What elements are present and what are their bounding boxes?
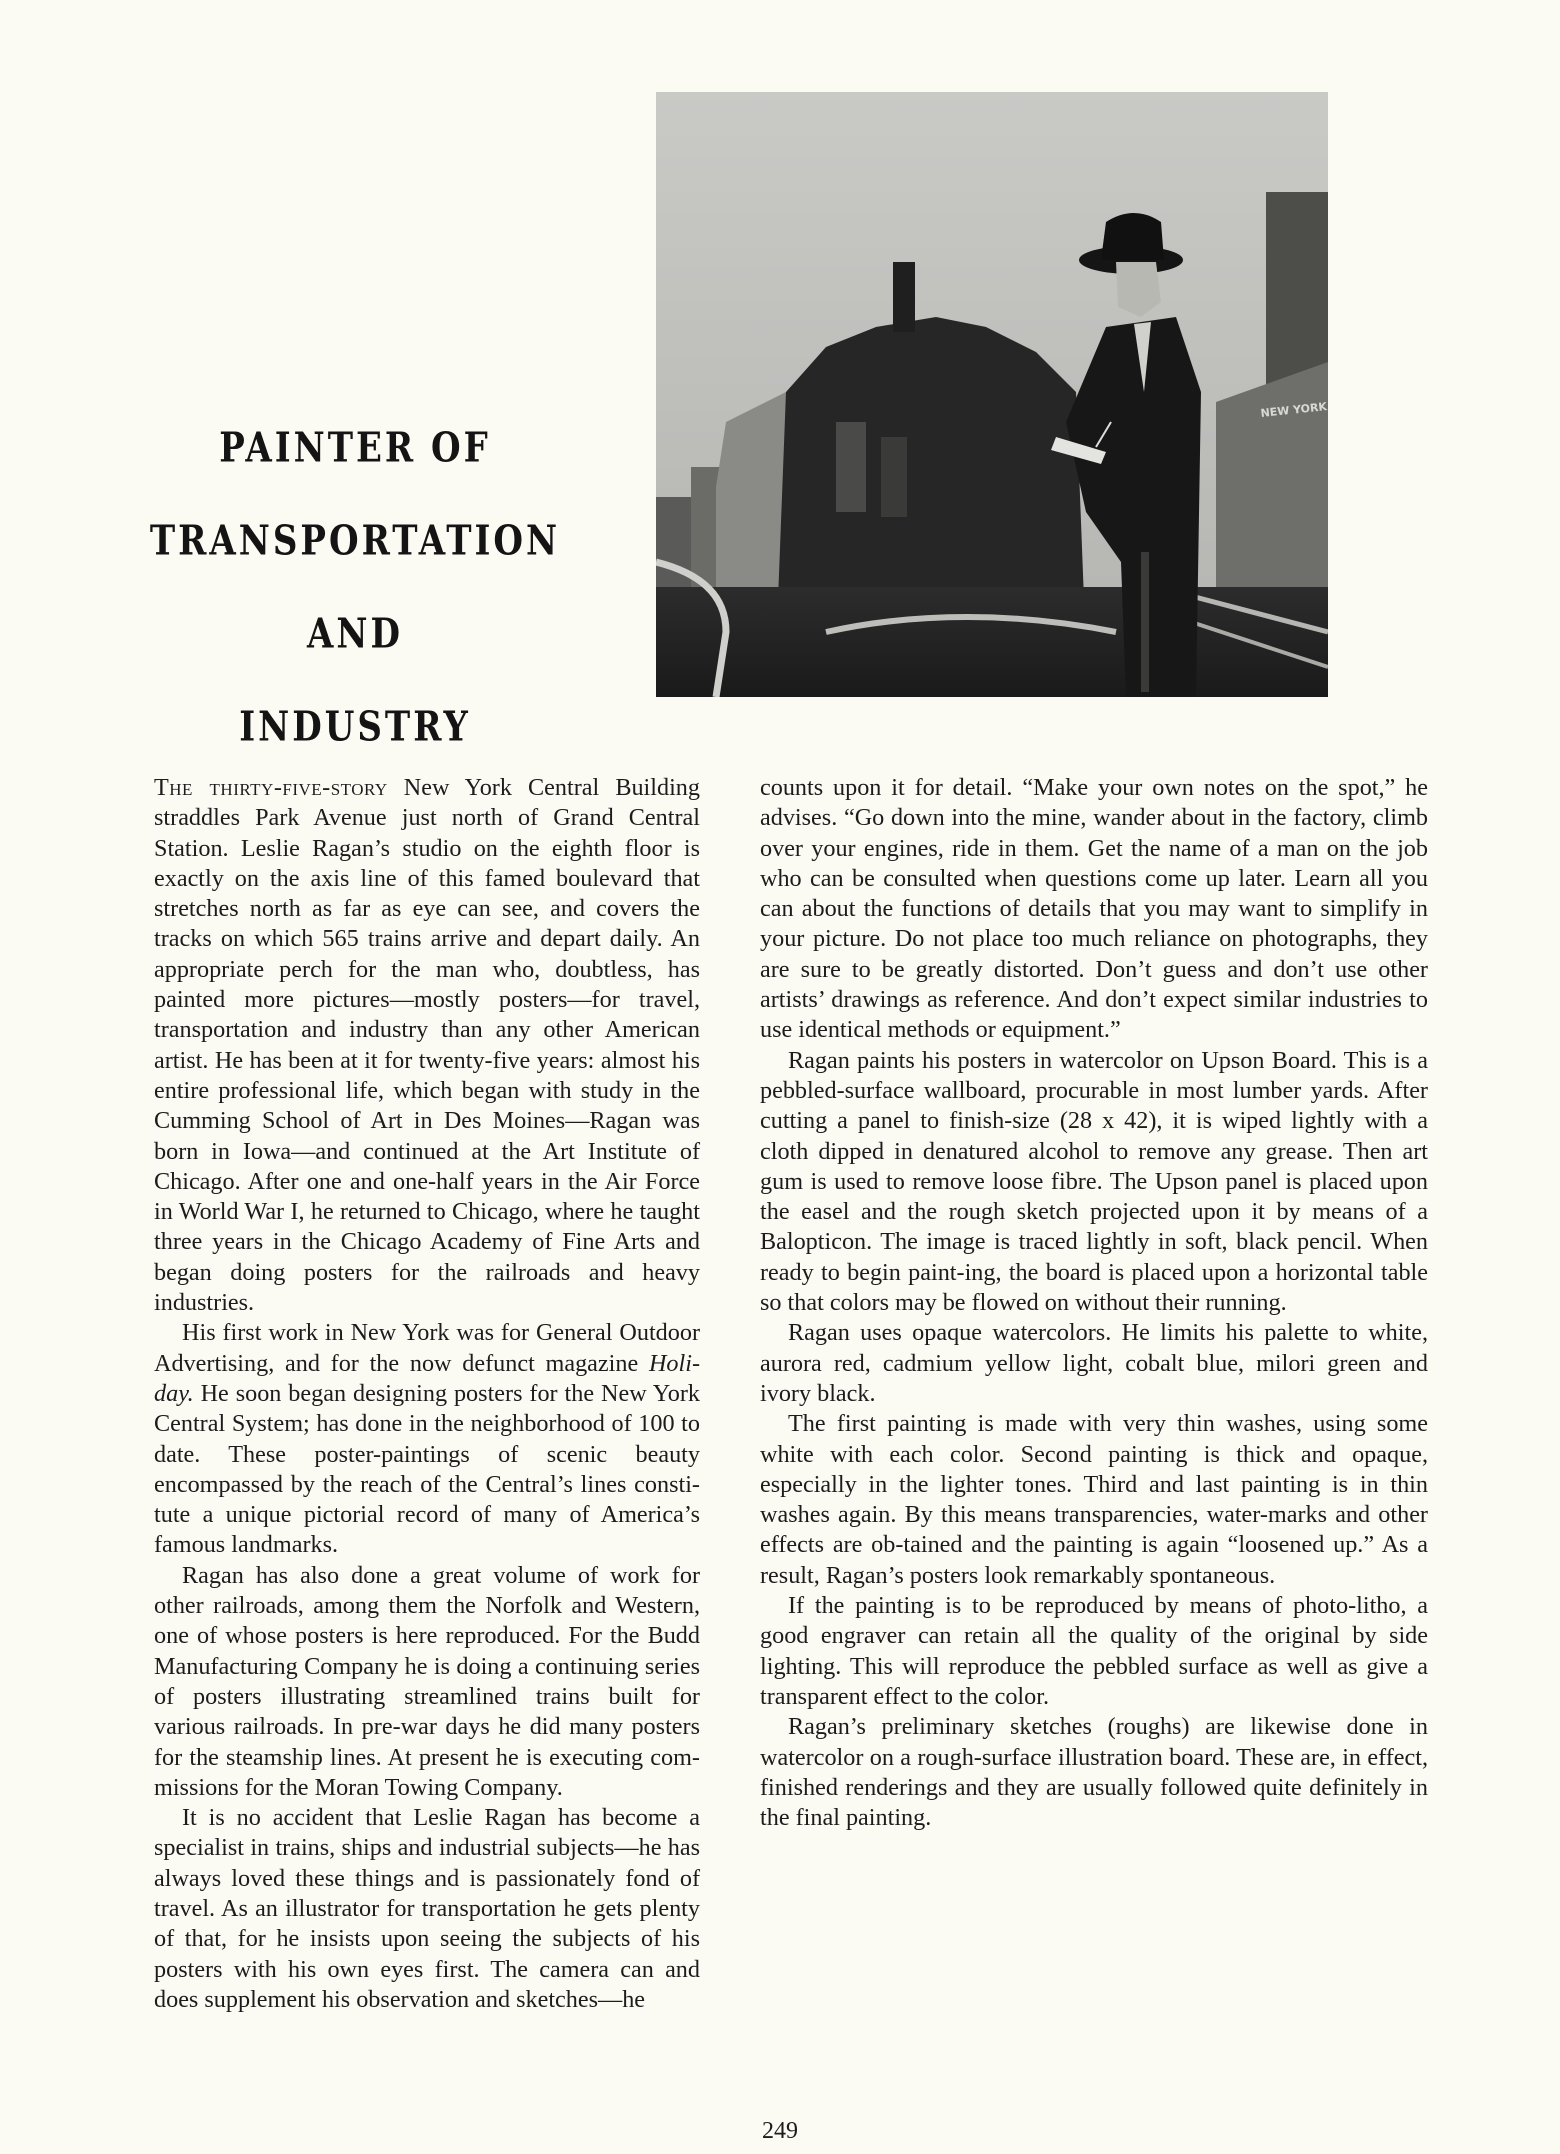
paragraph: Ragan paints his posters in watercolor on Upson Board. This is a pebbled-surface wallboard, procurable in most lumber yards. After cutting a panel to finish-size (28 x 42), it is wiped lightly with a cloth dipped in denatured alcohol to remove any grease. Then art gum is used to remove loose fibre. The Upson panel is placed upon the easel and the rough sketch projected upon it by means of a Balopticon. The image is traced lightly in soft, black pencil. When ready to begin paint-ing, the board is placed upon a horizontal table so that colors may be flowed on without their running. [760, 1046, 1428, 1317]
title-line-1: PAINTER OF [219, 423, 491, 473]
paragraph-text: His first work in New York was for General Outdoor Advertising, and for the now defunct magazine [154, 1319, 700, 1377]
article-title [120, 423, 590, 752]
paragraph [154, 1318, 700, 1560]
magazine-title-italic: Holi-day. [154, 1349, 700, 1407]
article-photo [656, 92, 1328, 697]
locomotive-smokestack [893, 262, 915, 332]
paragraph: Ragan uses opaque watercolors. He limits his palette to white, aurora red, cadmium yellow light, cobalt blue, milori green and ivory black. [760, 1319, 1428, 1407]
article-column-left [154, 773, 700, 2015]
freight-car-lettering: NEW YORK [1259, 400, 1328, 420]
lead-in-smallcaps: The thirty-five-story [154, 774, 388, 801]
paragraph: Ragan has also done a great volume of work for other railroads, among them the Norfolk and Western, one of whose posters is here reproduced. For the Budd Manufacturing Company he is doing a continuing series of posters illustrating streamlined trains built for various railroads. In pre-war days he did many posters for the steamship lines. At present he is executing com-missions for the Moran Towing Company. [154, 1561, 700, 1801]
title-line-4: INDUSTRY [239, 702, 471, 752]
paragraph: It is no accident that Leslie Ragan has become a specialist in trains, ships and industrial subjects—he has always loved these things and is passionately fond of travel. As an illustrator for transportation he gets plenty of that, for he insists upon seeing the subjects of his posters with his own eyes first. The camera can and does supplement his observation and sketches—he [154, 1804, 700, 2013]
photo-illustration [656, 92, 1328, 697]
locomotive-cab-window [836, 422, 866, 512]
paragraph: Ragan’s preliminary sketches (roughs) are likewise done in watercolor on a rough-surface illustration board. These are, in effect, finished renderings and they are usually followed quite definitely in the final painting. [760, 1713, 1428, 1832]
paragraph-text: He soon began designing posters for the New York Central System; has done in the neighborhood of 100 to date. These poster-paintings of scenic beauty encompassed by the reach of the Central’s lines consti-tute a unique pictorial record of many of America’s famous landmarks. [154, 1379, 700, 1559]
page-number: 249 [762, 2118, 798, 2144]
trouser-highlight [1141, 552, 1149, 692]
title-line-3: AND [307, 609, 403, 659]
paragraph: counts upon it for detail. “Make your own notes on the spot,” he advises. “Go down into the mine, wander about in the factory, climb over your engines, ride in them. Get the name of a man on the job who can be consulted when questions come up later. Learn all you can about the functions of details that you may want to simplify in your picture. Do not place too much reliance on photographs, they are sure to be greatly distorted. Don’t guess and don’t use other artists’ drawings as reference. And don’t expect similar industries to use identical methods or equipment.” [760, 774, 1428, 1044]
title-line-2: TRANSPORTATION [149, 516, 561, 566]
hat-crown [1101, 213, 1164, 260]
paragraph [154, 773, 700, 1318]
locomotive-cab-window [881, 437, 907, 517]
article-column-right [760, 773, 1428, 1833]
paragraph: The first painting is made with very thin washes, using some white with each color. Second painting is thick and opaque, especially in the lighter tones. Third and last painting is in thin washes again. By this means transparencies, water-marks and other effects are ob-tained and the painting is again “loosened up.” As a result, Ragan’s posters look remarkably spontaneous. [760, 1410, 1428, 1589]
paragraph-text: New York Central Building straddles Park Avenue just north of Grand Central Station. Leslie Ragan’s studio on the eighth floor is exactly on the axis line of this famed boulevard that stretches north as far as eye can see, and covers the tracks on which 565 trains arrive and depart daily. An appropriate perch for the man who, doubtless, has painted more pictures—mostly posters—for travel, transportation and industry than any other American artist. He has been at it for twenty-five years: almost his entire professional life, which began with study in the Cumming School of Art in Des Moines—Ragan was born in Iowa—and continued at the Art Institute of Chicago. After one and one-half years in the Air Force in World War I, he returned to Chicago, where he taught three years in the Chicago Academy of Fine Arts and began doing posters for the railroads and heavy industries. [154, 774, 700, 1317]
paragraph: If the painting is to be reproduced by means of photo-litho, a good engraver can retain all the quality of the original by side lighting. This will reproduce the pebbled surface as well as give a transparent effect to the color. [760, 1592, 1428, 1710]
